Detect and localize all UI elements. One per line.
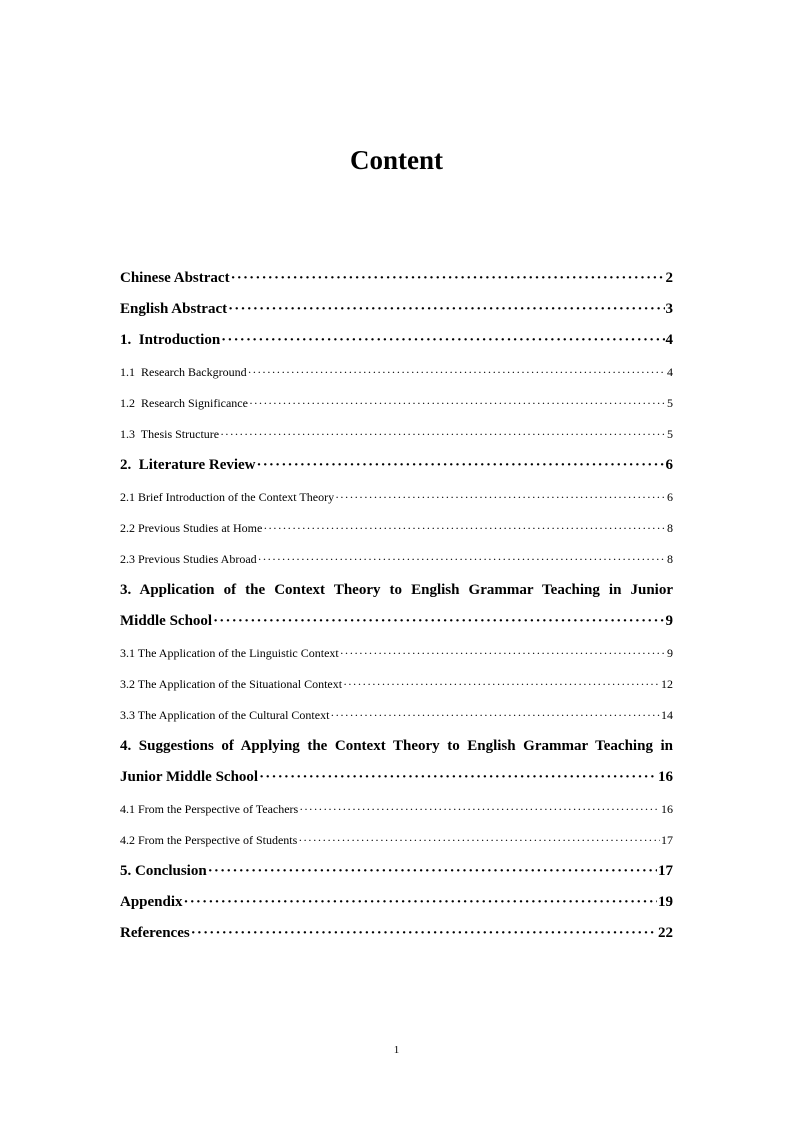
toc-entry-studies-abroad[interactable] xyxy=(120,551,673,567)
toc-entry-chinese-abstract[interactable] xyxy=(120,268,673,288)
toc-entry-label: 2. Literature Review xyxy=(120,457,256,473)
dot-leader xyxy=(208,861,657,881)
toc-entry-appendix[interactable] xyxy=(120,892,673,912)
dot-leader xyxy=(335,489,666,505)
dot-leader xyxy=(184,892,657,912)
toc-page-number: 14 xyxy=(661,708,673,722)
toc-page-number: 5 xyxy=(667,427,673,441)
toc-entry-suggestions[interactable] xyxy=(120,767,673,787)
toc-page-number: 6 xyxy=(665,457,673,473)
toc-entry-label: 4.1 From the Perspective of Teachers xyxy=(120,802,299,816)
dot-leader xyxy=(330,707,660,723)
toc-entry-conclusion[interactable] xyxy=(120,861,673,881)
toc-entry-cultural-context[interactable] xyxy=(120,707,673,723)
toc-entry-label: 4.2 From the Perspective of Students xyxy=(120,833,298,847)
toc-entry-teachers-perspective[interactable] xyxy=(120,801,673,817)
toc-entry-students-perspective[interactable] xyxy=(120,832,673,848)
toc-entry-label: 3.1 The Application of the Linguistic Context xyxy=(120,646,339,660)
toc-entry-application-heading[interactable]: 3. Application of the Context Theory to English Grammar Teaching in Junior xyxy=(120,582,673,598)
page-number: 1 xyxy=(393,1044,400,1056)
toc-entry-suggestions-heading[interactable]: 4. Suggestions of Applying the Context Theory to English Grammar Teaching in xyxy=(120,738,673,754)
toc-entry-label: 1.2 Research Significance xyxy=(120,396,248,410)
toc-entry-label: 3.3 The Application of the Cultural Context xyxy=(120,708,330,722)
toc-page-number: 22 xyxy=(658,925,673,941)
toc-entry-label: 1.1 Research Background xyxy=(120,365,247,379)
dot-leader xyxy=(191,923,657,943)
dot-leader xyxy=(298,832,660,848)
toc-page-number: 17 xyxy=(658,863,673,879)
toc-entry-studies-home[interactable] xyxy=(120,520,673,536)
dot-leader xyxy=(259,767,657,787)
toc-page-number: 2 xyxy=(665,270,673,286)
dot-leader xyxy=(213,611,664,631)
toc-page-number: 6 xyxy=(667,490,673,504)
toc-entry-label: 1.3 Thesis Structure xyxy=(120,427,220,441)
toc-page-number: 17 xyxy=(661,833,673,847)
toc-page-number: 4 xyxy=(667,365,673,379)
toc-page-number: 9 xyxy=(665,613,673,629)
dot-leader xyxy=(340,645,666,661)
toc-entry-context-theory-intro[interactable] xyxy=(120,489,673,505)
toc-page-number: 3 xyxy=(665,301,673,317)
dot-leader xyxy=(258,551,666,567)
toc-entry-label: 5. Conclusion xyxy=(120,863,207,879)
dot-leader xyxy=(220,426,666,442)
toc-entry-label: 2.1 Brief Introduction of the Context Theory xyxy=(120,490,335,504)
toc-page-number: 16 xyxy=(658,769,673,785)
toc-entry-label: 2.3 Previous Studies Abroad xyxy=(120,552,257,566)
toc-entry-label: Chinese Abstract xyxy=(120,270,230,286)
toc-page-number: 4 xyxy=(665,332,673,348)
dot-leader xyxy=(221,330,664,350)
toc-entry-label: Junior Middle School xyxy=(120,769,259,785)
toc-entry-research-significance[interactable] xyxy=(120,395,673,411)
toc-entry-application[interactable] xyxy=(120,611,673,631)
toc-page-number: 19 xyxy=(658,894,673,910)
dot-leader xyxy=(343,676,660,692)
toc-entry-research-background[interactable] xyxy=(120,364,673,380)
toc-page-number: 12 xyxy=(661,677,673,691)
dot-leader xyxy=(249,395,666,411)
toc-page-number: 8 xyxy=(667,521,673,535)
toc-page-number: 16 xyxy=(661,802,673,816)
page-title: Content xyxy=(350,145,443,175)
toc-entry-introduction[interactable] xyxy=(120,330,673,350)
toc-entry-english-abstract[interactable] xyxy=(120,299,673,319)
dot-leader xyxy=(228,299,664,319)
toc-page-number: 9 xyxy=(667,646,673,660)
toc-entry-label: Appendix xyxy=(120,894,183,910)
toc-entry-references[interactable] xyxy=(120,923,673,943)
toc-entry-label: 2.2 Previous Studies at Home xyxy=(120,521,263,535)
toc-page-number: 8 xyxy=(667,552,673,566)
toc-entry-situational-context[interactable] xyxy=(120,676,673,692)
dot-leader xyxy=(257,455,665,475)
toc-entry-label: 1. Introduction xyxy=(120,332,221,348)
toc-page-number: 5 xyxy=(667,396,673,410)
dot-leader xyxy=(263,520,666,536)
toc-entry-linguistic-context[interactable] xyxy=(120,645,673,661)
dot-leader xyxy=(248,364,666,380)
toc-entry-label: References xyxy=(120,925,190,941)
toc-entry-thesis-structure[interactable] xyxy=(120,426,673,442)
toc-entry-label: Middle School xyxy=(120,613,213,629)
dot-leader xyxy=(299,801,660,817)
toc-entry-label: English Abstract xyxy=(120,301,228,317)
toc-entry-literature-review[interactable] xyxy=(120,455,673,475)
dot-leader xyxy=(231,268,665,288)
toc-entry-label: 3.2 The Application of the Situational Context xyxy=(120,677,343,691)
